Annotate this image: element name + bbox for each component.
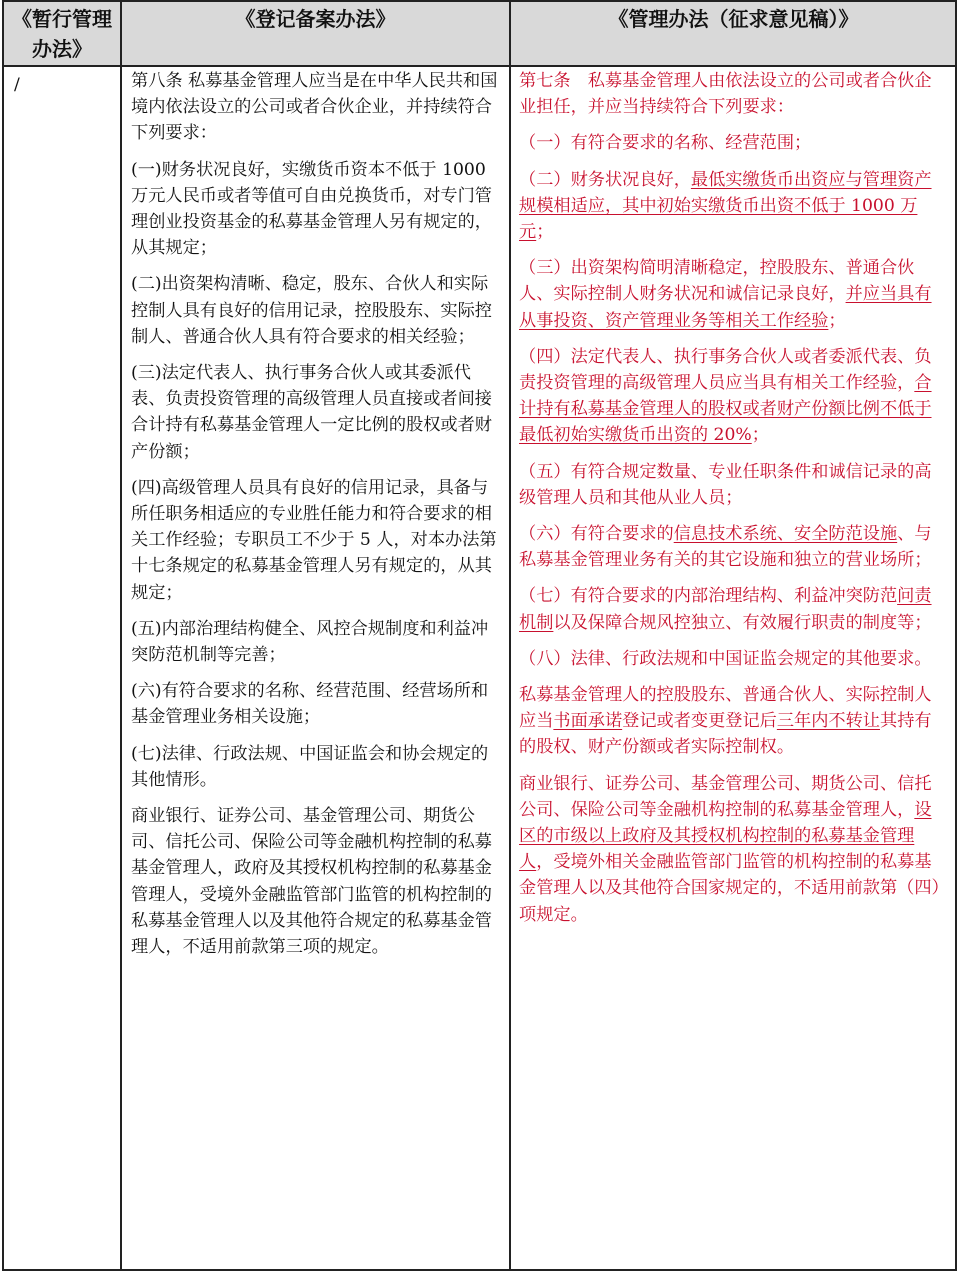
border-bottom bbox=[2, 1269, 957, 1271]
text-span: ； bbox=[536, 222, 554, 243]
text-span: 、与私募基金管理业务有关的其它设施和独立的营业场所； bbox=[519, 524, 932, 571]
underlined-text: 合计持有私募基金管理人的股权或者财产份额比例不低于最低初始实缴货币出资的 20% bbox=[519, 373, 932, 446]
col3-item-4 bbox=[519, 344, 945, 449]
col2-item-3: (三)法定代表人、执行事务合伙人或其委派代表、负责投资管理的高级管理人员直接或者间接合计持有私募基金管理人一定比例的股权或者财产份额； bbox=[131, 363, 492, 462]
col3-content bbox=[519, 68, 945, 938]
text-span: 以及保障合规风控独立、有效履行职责的制度等； bbox=[553, 612, 932, 633]
text-span: ； bbox=[828, 310, 846, 331]
col1-content: / bbox=[14, 75, 20, 95]
col3-article-7: 第七条 私募基金管理人由依法设立的公司或者合伙企业担任，并应当持续符合下列要求： bbox=[519, 71, 932, 118]
col3-item-1: （一）有符合要求的名称、经营范围； bbox=[519, 133, 812, 154]
col2-item-4: (四)高级管理人员具有良好的信用记录，具备与所任职务相适应的专业胜任能力和符合要求的相关工作经验；专职员工不少于 5 人，对本办法第十七条规定的私募基金管理人另有规定的，从其规定； bbox=[131, 477, 497, 603]
text-span: 登记或者变更登记后 bbox=[622, 711, 777, 732]
text-span: 私募基金管理人的控股股东、普通合伙人、实际控制人应当 bbox=[519, 685, 932, 732]
header-interim-measures: 《暂行管理办法》 bbox=[12, 7, 112, 61]
col3-item-5: （五）有符合规定数量、专业任职条件和诚信记录的高级管理人员和其他从业人员； bbox=[519, 461, 932, 508]
col3-item-6 bbox=[519, 521, 945, 573]
text-span: （七）有符合要求的内部治理结构、利益冲突防范 bbox=[519, 586, 898, 607]
col2-exemption: 商业银行、证券公司、基金管理公司、期货公司、信托公司、保险公司等金融机构控制的私募基金管理人，政府及其授权机构控制的私募基金管理人，受境外金融监管部门监管的机构控制的私募基金管理人以及其他符合规定的私募基金管理人，不适用前款第三项的规定。 bbox=[131, 806, 492, 958]
col3-item-2 bbox=[519, 167, 945, 246]
col2-item-7: (七)法律、行政法规、中国证监会和协会规定的其他情形。 bbox=[131, 743, 489, 790]
text-span: 商业银行、证券公司、基金管理公司、期货公司、信托公司、保险公司等金融机构控制的私募基金管理人， bbox=[519, 773, 932, 820]
text-span: ，受境外相关金融监管部门监管的机构控制的私募基金管理人以及其他符合国家规定的，不适用前款第（四）项规定。 bbox=[519, 852, 941, 925]
underlined-text: 书面承诺 bbox=[553, 711, 623, 732]
col2-article-8: 第八条 私募基金管理人应当是在中华人民共和国境内依法设立的公司或者合伙企业，并持续符合下列要求： bbox=[131, 71, 498, 144]
text-span: （六）有符合要求的 bbox=[519, 524, 674, 545]
underlined-text: 问责机制 bbox=[519, 586, 932, 633]
col2-item-5: (五)内部治理结构健全、风控合规制度和利益冲突防范机制等完善； bbox=[131, 618, 489, 666]
border-left bbox=[2, 0, 4, 1271]
underlined-text: 设区的市级以上政府及其授权机构控制的私募基金管理人 bbox=[519, 799, 932, 873]
col3-item-7 bbox=[519, 583, 945, 635]
col2-item-6: (六)有符合要求的名称、经营范围、经营场所和基金管理业务相关设施； bbox=[131, 681, 489, 728]
col2-content bbox=[131, 68, 501, 970]
text-span: 其持有的股权、财产份额或者实际控制权。 bbox=[519, 711, 932, 758]
header-registration-measures: 《登记备案办法》 bbox=[235, 7, 396, 31]
col3-lockup-commitment bbox=[519, 682, 945, 761]
underlined-text: 三年内不转让 bbox=[776, 711, 880, 732]
col2-item-1: (一)财务状况良好，实缴货币资本不低于 1000 万元人民币或者等值可自由兑换货币，对专门管理创业投资基金的私募基金管理人另有规定的，从其规定； bbox=[131, 159, 492, 259]
border-top bbox=[2, 0, 957, 2]
underlined-text: 信息技术系统、安全防范设施 bbox=[673, 524, 898, 545]
border-col-1 bbox=[120, 0, 122, 1271]
text-span: （四）法定代表人、执行事务合伙人或者委派代表、负责投资管理的高级管理人员应当具有相关工作经验， bbox=[519, 346, 932, 394]
col2-item-2: (二)出资架构清晰、稳定，股东、合伙人和实际控制人具有良好的信用记录，控股股东、实际控制人、普通合伙人具有符合要求的相关经验； bbox=[131, 274, 492, 347]
col3-item-8: （八）法律、行政法规和中国证监会规定的其他要求。 bbox=[519, 648, 932, 669]
col3-exemption bbox=[519, 771, 945, 928]
col3-item-3 bbox=[519, 255, 945, 334]
header-management-measures-draft: 《管理办法（征求意见稿）》 bbox=[608, 7, 859, 31]
text-span: （三）出资架构简明清晰稳定，控股股东、普通合伙人、实际控制人财务状况和诚信记录良好， bbox=[519, 258, 915, 305]
border-header-bottom bbox=[2, 65, 957, 67]
text-span: （二）财务状况良好， bbox=[519, 169, 691, 190]
underlined-text: 并应当具有从事投资、资产管理业务等相关工作经验 bbox=[519, 284, 932, 331]
underlined-text: 最低实缴货币出资应与管理资产规模相适应，其中初始实缴货币出资不低于 1000 万元 bbox=[519, 169, 932, 243]
border-right bbox=[955, 0, 957, 1271]
text-span: ； bbox=[751, 425, 769, 446]
border-col-2 bbox=[509, 0, 511, 1271]
